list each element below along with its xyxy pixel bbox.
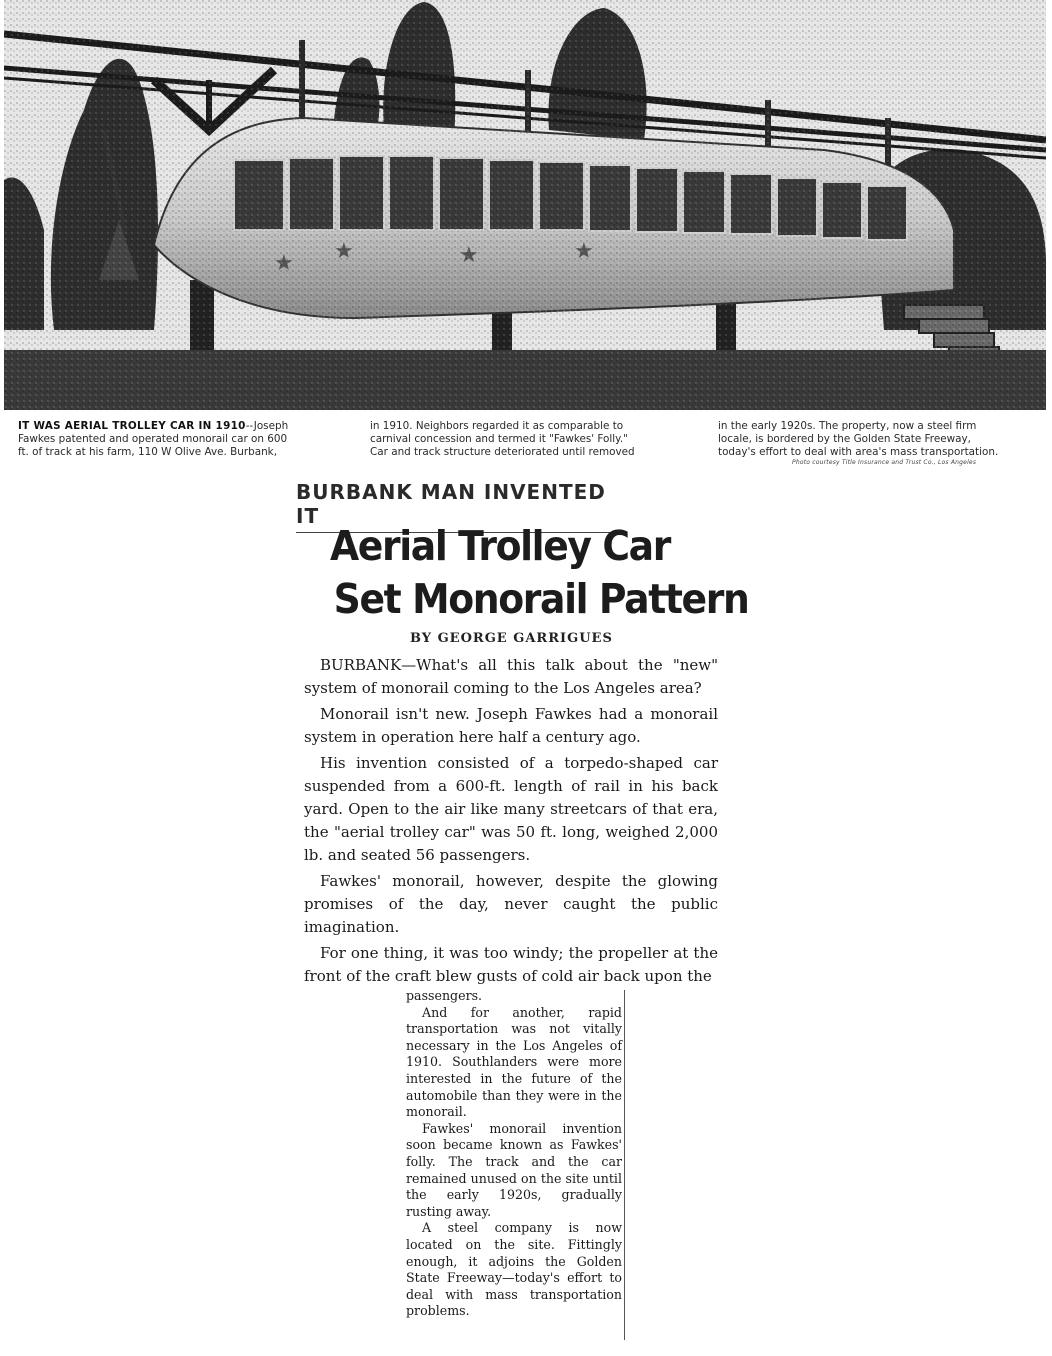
caption-lead: IT WAS AERIAL TROLLEY CAR IN 1910 xyxy=(18,420,246,432)
paragraph: And for another, rapid transportation was not vitally necessary in the Los Angeles of 1910. Southlanders were more interested in the future of the automobile than they were in the monorail. xyxy=(406,1004,622,1120)
headline-line-1: Aerial Trolley Car xyxy=(330,522,670,570)
paragraph: His invention consisted of a torpedo-shaped car suspended from a 600-ft. length of rail in his back yard. Open to the air like many streetcars of that era, the "aerial trolley car" was 50 ft. long, weighed 2,000 lb. and seated 56 passengers. xyxy=(304,754,718,864)
headline-line-2: Set Monorail Pattern xyxy=(333,575,749,623)
paragraph: Monorail isn't new. Joseph Fawkes had a monorail system in operation here half a century ago. xyxy=(304,705,718,746)
photo-caption-col1 xyxy=(18,420,338,460)
caption-col1-text: --Joseph Fawkes patented and operated monorail car on 600 ft. of track at his farm, 110 W Olive Ave. Burbank, xyxy=(18,420,289,459)
headline xyxy=(330,520,749,626)
byline: BY GEORGE GARRIGUES xyxy=(410,631,613,646)
paragraph: Fawkes' monorail invention soon became known as Fawkes' folly. The track and the car remained unused on the site until the early 1920s, gradually rusting away. xyxy=(406,1120,622,1219)
paragraph: BURBANK—What's all this talk about the "new" system of monorail coming to the Los Angeles area? xyxy=(304,656,718,697)
paragraph: For one thing, it was too windy; the propeller at the front of the craft blew gusts of cold air back upon the xyxy=(304,944,718,985)
paragraph: Fawkes' monorail, however, despite the glowing promises of the day, never caught the public imagination. xyxy=(304,872,718,936)
article-body-wide xyxy=(304,654,718,991)
monorail-photo xyxy=(4,0,1046,410)
photo-credit: Photo courtesy Title Insurance and Trust Co., Los Angeles xyxy=(792,459,977,466)
paragraph: A steel company is now located on the site. Fittingly enough, it adjoins the Golden State Freeway—today's effort to deal with mass transportation problems. xyxy=(406,1220,622,1319)
article-body-narrow xyxy=(406,988,622,1320)
kicker-headline: BURBANK MAN INVENTED IT xyxy=(296,480,616,533)
photo-caption-col2: in 1910. Neighbors regarded it as comparable to carnival concession and termed it "Fawkes' Folly." Car and track structure deteriorated until removed xyxy=(370,420,635,459)
column-rule xyxy=(624,990,625,1340)
photo-caption-col3: in the early 1920s. The property, now a steel firm locale, is bordered by the Golden State Freeway, today's effort to deal with area's mass transportation. xyxy=(718,420,999,459)
paragraph: passengers. xyxy=(406,988,483,1003)
